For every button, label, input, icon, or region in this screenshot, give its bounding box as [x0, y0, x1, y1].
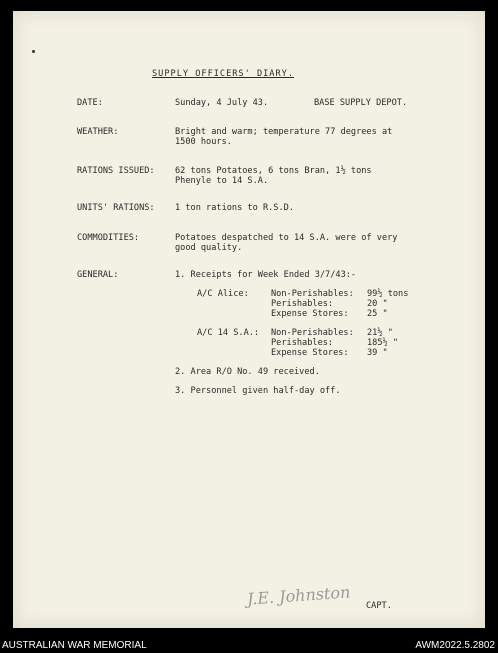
sa-row-name: Non-Perishables:	[271, 328, 354, 338]
date-value: Sunday, 4 July 43.	[175, 98, 269, 108]
weather-label: WEATHER:	[77, 127, 119, 137]
commodities-label: COMMODITIES:	[77, 233, 140, 243]
footer-accession-number: AWM2022.5.2802	[415, 640, 495, 651]
rations-line-2: Phenyle to 14 S.A.	[175, 176, 269, 186]
signature: J.E. Johnston	[246, 582, 351, 609]
alice-row-name: Perishables:	[271, 299, 334, 309]
sa-row-name: Expense Stores:	[271, 348, 349, 358]
units-value: 1 ton rations to R.S.D.	[175, 203, 294, 213]
date-label: DATE:	[77, 98, 103, 108]
commodities-line-1: Potatoes despatched to 14 S.A. were of very	[175, 233, 398, 243]
general-item-1: 1. Receipts for Week Ended 3/7/43:-	[175, 270, 357, 280]
sa-row-qty: 21½ "	[367, 328, 393, 338]
weather-line-2: 1500 hours.	[175, 137, 232, 147]
units-label: UNITS' RATIONS:	[77, 203, 155, 213]
alice-row-qty: 25 "	[367, 309, 388, 319]
alice-account-label: A/C Alice:	[197, 289, 249, 299]
rank-label: CAPT.	[366, 601, 392, 611]
general-label: GENERAL:	[77, 270, 119, 280]
alice-row-name: Non-Perishables:	[271, 289, 354, 299]
general-item-2: 2. Area R/O No. 49 received.	[175, 367, 320, 377]
footer-institution: AUSTRALIAN WAR MEMORIAL	[2, 640, 147, 651]
paper-mark	[32, 50, 35, 53]
sa-row-qty: 39 "	[367, 348, 388, 358]
alice-row-name: Expense Stores:	[271, 309, 349, 319]
general-item-3: 3. Personnel given half-day off.	[175, 386, 341, 396]
alice-row-qty: 99½ tons	[367, 289, 409, 299]
sa-row-name: Perishables:	[271, 338, 334, 348]
sa-row-qty: 185½ "	[367, 338, 399, 348]
alice-row-qty: 20 "	[367, 299, 388, 309]
location-value: BASE SUPPLY DEPOT.	[314, 98, 408, 108]
sa-account-label: A/C 14 S.A.:	[197, 328, 260, 338]
rations-label: RATIONS ISSUED:	[77, 166, 155, 176]
rations-line-1: 62 tons Potatoes, 6 tons Bran, 1½ tons	[175, 166, 372, 176]
diary-title: SUPPLY OFFICERS' DIARY.	[152, 69, 294, 79]
weather-line-1: Bright and warm; temperature 77 degrees at	[175, 127, 393, 137]
commodities-line-2: good quality.	[175, 243, 243, 253]
